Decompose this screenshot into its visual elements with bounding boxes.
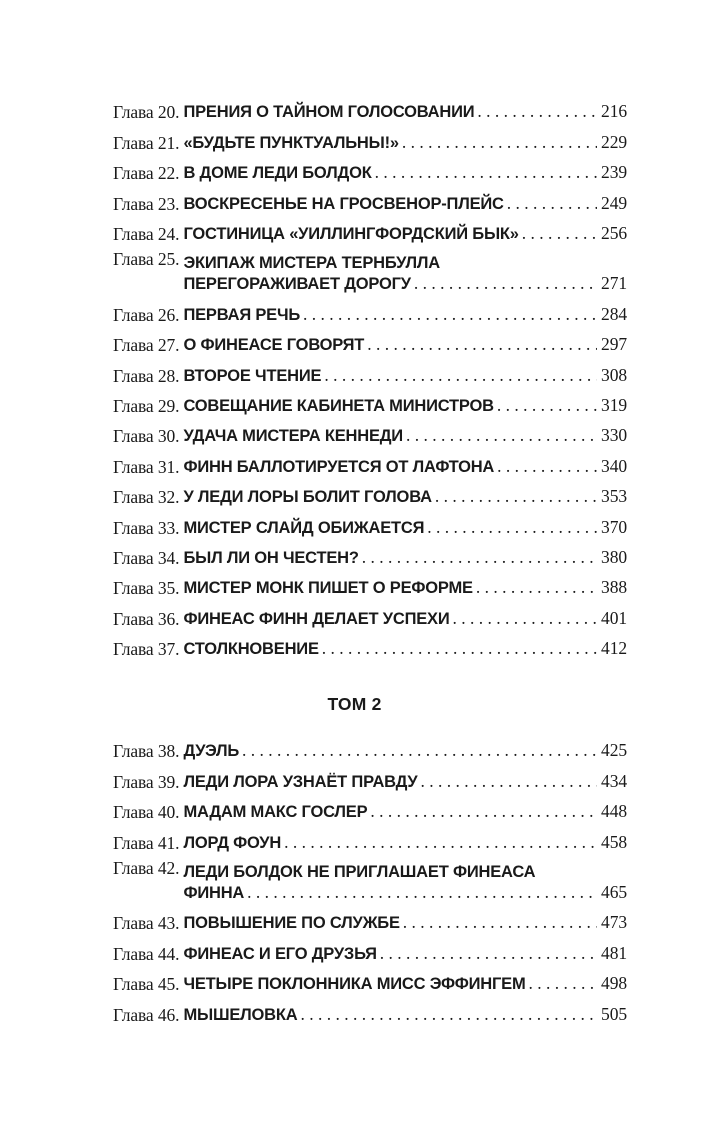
toc-entry	[113, 792, 627, 822]
chapter-number: Глава 24.	[113, 223, 180, 244]
page-number: 256	[601, 222, 627, 243]
page-number: 380	[601, 546, 627, 567]
page-number: 284	[601, 303, 627, 324]
chapter-number: Глава 20.	[113, 102, 180, 123]
dot-leader	[424, 517, 597, 537]
dot-leader	[473, 577, 597, 597]
chapter-title: МИСТЕР МОНК ПИШЕТ О РЕФОРМЕ	[183, 579, 473, 598]
toc-entry	[113, 853, 627, 904]
dot-leader	[372, 162, 597, 182]
page-number: 465	[601, 882, 627, 903]
chapter-number: Глава 25.	[113, 248, 180, 269]
chapter-number: Глава 33.	[113, 517, 180, 538]
chapter-title: МИСТЕР СЛАЙД ОБИЖАЕТСЯ	[183, 518, 425, 537]
dot-leader	[300, 304, 597, 324]
chapter-number: Глава 41.	[113, 832, 180, 853]
chapter-title: ПРЕНИЯ О ТАЙНОМ ГОЛОСОВАНИИ	[183, 103, 475, 122]
dot-leader	[526, 973, 598, 993]
chapter-number: Глава 21.	[113, 132, 180, 153]
page-number: 229	[601, 131, 627, 152]
dot-leader	[281, 832, 597, 852]
toc-entry	[113, 355, 627, 385]
toc-entry	[113, 214, 627, 244]
chapter-number: Глава 29.	[113, 396, 180, 417]
chapter-title: СОВЕЩАНИЕ КАБИНЕТА МИНИСТРОВ	[183, 397, 494, 416]
dot-leader	[519, 223, 597, 243]
page-number: 425	[601, 740, 627, 761]
toc-entry	[113, 822, 627, 852]
chapter-number: Глава 32.	[113, 487, 180, 508]
toc-entry	[113, 386, 627, 416]
dot-leader	[403, 425, 597, 445]
dot-leader	[377, 943, 597, 963]
toc-entry	[113, 477, 627, 507]
dot-leader	[399, 132, 597, 152]
chapter-title: ФИННА	[183, 884, 245, 903]
toc-entry	[113, 629, 627, 659]
chapter-number: Глава 42.	[113, 857, 180, 878]
dot-leader	[239, 740, 597, 760]
chapter-title: МАДАМ МАКС ГОСЛЕР	[183, 803, 368, 822]
chapter-title: БЫЛ ЛИ ОН ЧЕСТЕН?	[183, 548, 359, 567]
dot-leader	[432, 486, 597, 506]
dot-leader	[494, 456, 597, 476]
chapter-title: ФИНН БАЛЛОТИРУЕТСЯ ОТ ЛАФТОНА	[183, 457, 495, 476]
page-number: 473	[601, 912, 627, 933]
toc-entry	[113, 598, 627, 628]
dot-leader	[494, 395, 597, 415]
chapter-number: Глава 45.	[113, 974, 180, 995]
chapter-title: В ДОМЕ ЛЕДИ БОЛДОК	[183, 164, 372, 183]
page-number: 353	[601, 486, 627, 507]
chapter-number: Глава 36.	[113, 608, 180, 629]
toc-entry	[113, 446, 627, 476]
toc-entry	[113, 761, 627, 791]
toc-entry	[113, 122, 627, 152]
chapter-title: ЛЕДИ ЛОРА УЗНАЁТ ПРАВДУ	[183, 772, 418, 791]
toc-entry	[113, 507, 627, 537]
chapter-number: Глава 26.	[113, 304, 180, 325]
dot-leader	[359, 547, 597, 567]
dot-leader	[321, 365, 597, 385]
chapter-number: Глава 44.	[113, 943, 180, 964]
chapter-title: О ФИНЕАСЕ ГОВОРЯТ	[183, 336, 365, 355]
dot-leader	[400, 912, 597, 932]
toc-volume-2	[113, 731, 627, 1025]
toc-entry	[113, 568, 627, 598]
page-number: 308	[601, 364, 627, 385]
toc-entry	[113, 244, 627, 295]
dot-leader	[297, 1004, 597, 1024]
chapter-number: Глава 27.	[113, 335, 180, 356]
dot-leader	[244, 882, 597, 902]
page-number: 448	[601, 801, 627, 822]
toc-entry	[113, 92, 627, 122]
page-number: 271	[601, 273, 627, 294]
dot-leader	[411, 273, 597, 293]
toc-entry	[113, 731, 627, 761]
toc-entry	[113, 183, 627, 213]
chapter-title: ПОВЫШЕНИЕ ПО СЛУЖБЕ	[183, 914, 400, 933]
dot-leader	[504, 193, 597, 213]
chapter-title: СТОЛКНОВЕНИЕ	[183, 640, 319, 659]
toc-entry	[113, 325, 627, 355]
toc-entry	[113, 538, 627, 568]
dot-leader	[364, 334, 597, 354]
page-number: 401	[601, 607, 627, 628]
chapter-number: Глава 28.	[113, 365, 180, 386]
toc-entry	[113, 964, 627, 994]
chapter-number: Глава 39.	[113, 771, 180, 792]
dot-leader	[417, 771, 597, 791]
page-number: 330	[601, 425, 627, 446]
chapter-number: Глава 30.	[113, 426, 180, 447]
chapter-title: ЛЕДИ БОЛДОК НЕ ПРИГЛАШАЕТ ФИНЕАСА	[183, 863, 536, 882]
chapter-title: У ЛЕДИ ЛОРЫ БОЛИТ ГОЛОВА	[183, 488, 432, 507]
chapter-title: УДАЧА МИСТЕРА КЕННЕДИ	[183, 427, 403, 446]
dot-leader	[319, 638, 597, 658]
chapter-title: ФИНЕАС И ЕГО ДРУЗЬЯ	[183, 944, 377, 963]
toc-entry	[113, 294, 627, 324]
toc-entry	[113, 416, 627, 446]
chapter-title: ВТОРОЕ ЧТЕНИЕ	[183, 366, 322, 385]
page-number: 412	[601, 638, 627, 659]
chapter-number: Глава 40.	[113, 802, 180, 823]
chapter-title: «БУДЬТЕ ПУНКТУАЛЬНЫ!»	[183, 133, 399, 152]
chapter-title: ГОСТИНИЦА «УИЛЛИНГФОРДСКИЙ БЫК»	[183, 224, 519, 243]
chapter-title: ЭКИПАЖ МИСТЕРА ТЕРНБУЛЛА	[183, 254, 441, 273]
page-number: 340	[601, 455, 627, 476]
chapter-title: ПЕРЕГОРАЖИВАЕТ ДОРОГУ	[183, 275, 411, 294]
dot-leader	[367, 801, 597, 821]
volume-2-heading: ТОМ 2	[327, 694, 382, 714]
chapter-title: ЛОРД ФОУН	[183, 833, 282, 852]
chapter-title: ВОСКРЕСЕНЬЕ НА ГРОСВЕНОР-ПЛЕЙС	[183, 194, 504, 213]
chapter-number: Глава 37.	[113, 639, 180, 660]
dot-leader	[474, 101, 597, 121]
chapter-title: МЫШЕЛОВКА	[183, 1005, 298, 1024]
page-number: 481	[601, 942, 627, 963]
chapter-number: Глава 22.	[113, 163, 180, 184]
chapter-number: Глава 46.	[113, 1004, 180, 1025]
page-number: 216	[601, 101, 627, 122]
chapter-number: Глава 43.	[113, 913, 180, 934]
page-number: 458	[601, 831, 627, 852]
toc-entry	[113, 994, 627, 1024]
toc-entry	[113, 153, 627, 183]
toc-entry	[113, 933, 627, 963]
dot-leader	[450, 608, 597, 628]
chapter-title: ПЕРВАЯ РЕЧЬ	[183, 305, 301, 324]
page-number: 370	[601, 516, 627, 537]
toc-entry	[113, 903, 627, 933]
chapter-title: ФИНЕАС ФИНН ДЕЛАЕТ УСПЕХИ	[183, 609, 450, 628]
chapter-title: ЧЕТЫРЕ ПОКЛОННИКА МИСС ЭФФИНГЕМ	[183, 975, 526, 994]
chapter-title: ДУЭЛЬ	[183, 742, 240, 761]
chapter-number: Глава 38.	[113, 741, 180, 762]
page-number: 388	[601, 577, 627, 598]
chapter-number: Глава 35.	[113, 578, 180, 599]
page-number: 297	[601, 334, 627, 355]
page-number: 239	[601, 162, 627, 183]
page-number: 319	[601, 395, 627, 416]
page-number: 249	[601, 192, 627, 213]
chapter-number: Глава 34.	[113, 547, 180, 568]
page-number: 498	[601, 973, 627, 994]
chapter-number: Глава 31.	[113, 456, 180, 477]
chapter-number: Глава 23.	[113, 193, 180, 214]
toc-volume-1	[113, 92, 627, 659]
page-number: 434	[601, 770, 627, 791]
page-number: 505	[601, 1003, 627, 1024]
